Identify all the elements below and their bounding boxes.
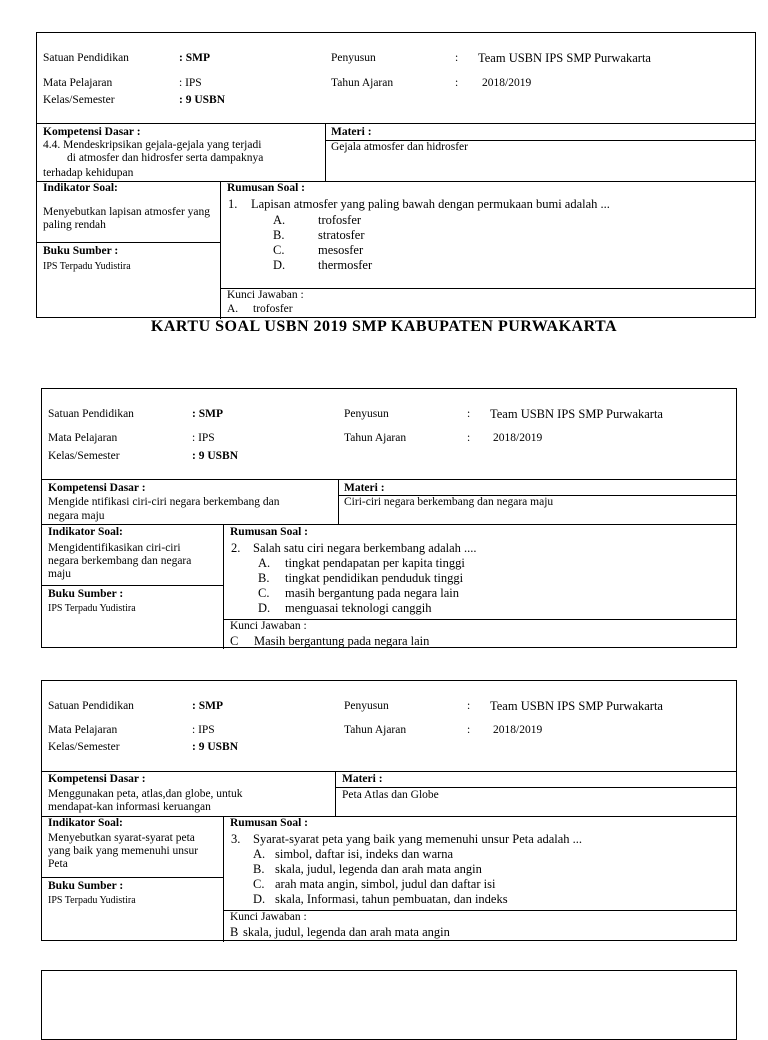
kunci-letter: A. <box>227 303 239 315</box>
option-text-d: menguasai teknologi canggih <box>285 601 432 615</box>
penyusun-sep: : <box>455 52 459 64</box>
kd-label: Kompetensi Dasar : <box>48 773 146 785</box>
question-number: 2. <box>231 541 241 555</box>
question-number: 3. <box>231 832 241 846</box>
indikator-label: Indikator Soal: <box>48 817 123 829</box>
option-letter-a: A. <box>253 847 266 861</box>
option-letter-c: C. <box>258 586 270 600</box>
option-letter-b: B. <box>258 571 270 585</box>
penyusun-label: Penyusun <box>331 52 376 64</box>
tahun-sep: : <box>467 432 471 444</box>
kunci-text: Masih bergantung pada negara lain <box>254 634 430 648</box>
buku-text: IPS Terpadu Yudistira <box>48 895 136 906</box>
kunci-text: skala, judul, legenda dan arah mata angin <box>243 925 450 939</box>
kd-label: Kompetensi Dasar : <box>48 482 146 494</box>
option-letter-d: D. <box>253 892 266 906</box>
option-letter-d: D. <box>258 601 271 615</box>
mapel-label: Mata Pelajaran <box>43 77 113 89</box>
question-card-1 <box>36 32 756 318</box>
satuan-label: Satuan Pendidikan <box>48 408 134 420</box>
option-text-c: masih bergantung pada negara lain <box>285 586 460 600</box>
kd-label: Kompetensi Dasar : <box>43 126 141 138</box>
question-card-2 <box>41 388 737 648</box>
kd-line-3: terhadap kehidupan <box>43 167 134 179</box>
kelas-value: : 9 USBN <box>179 94 226 106</box>
kelas-label: Kelas/Semester <box>48 450 120 462</box>
satuan-label: Satuan Pendidikan <box>48 700 134 712</box>
option-text-a: trofosfer <box>318 213 362 227</box>
rumusan-label: Rumusan Soal : <box>227 182 305 194</box>
option-letter-a: A. <box>273 213 286 227</box>
option-text-c: mesosfer <box>318 243 364 257</box>
satuan-value: : SMP <box>192 700 223 712</box>
tahun-sep: : <box>455 77 459 89</box>
kelas-value: : 9 USBN <box>192 450 239 462</box>
option-text-c: arah mata angin, simbol, judul dan daftar isi <box>275 877 496 891</box>
buku-text: IPS Terpadu Yudistira <box>48 603 136 614</box>
question-number: 1. <box>228 197 238 211</box>
kd-line-2: mendapat-kan informasi keruangan <box>48 801 211 813</box>
question-card-3 <box>41 680 737 941</box>
materi-label: Materi : <box>342 773 383 785</box>
tahun-sep: : <box>467 724 471 736</box>
mapel-value: : IPS <box>179 77 202 89</box>
materi-text: Ciri-ciri negara berkembang dan negara maju <box>344 496 554 508</box>
question-card-4-partial <box>41 970 737 1040</box>
option-letter-c: C. <box>273 243 285 257</box>
option-text-a: tingkat pendapatan per kapita tinggi <box>285 556 465 570</box>
kd-line-1: Mengide ntifikasi ciri-ciri negara berkembang dan <box>48 496 280 508</box>
indikator-text: Menyebutkan syarat-syarat peta yang baik yang memenuhi unsur Peta <box>48 832 199 870</box>
penyusun-value: Team USBN IPS SMP Purwakarta <box>490 699 663 713</box>
option-text-b: tingkat pendidikan penduduk tinggi <box>285 571 464 585</box>
mapel-value: : IPS <box>192 432 215 444</box>
option-text-d: thermosfer <box>318 258 373 272</box>
materi-text: Gejala atmosfer dan hidrosfer <box>331 141 468 153</box>
satuan-label: Satuan Pendidikan <box>43 52 129 64</box>
penyusun-label: Penyusun <box>344 700 389 712</box>
buku-label: Buku Sumber : <box>48 880 124 892</box>
option-letter-a: A. <box>258 556 271 570</box>
kd-line-1: Menggunakan peta, atlas,dan globe, untuk <box>48 788 243 800</box>
rumusan-label: Rumusan Soal : <box>230 526 308 538</box>
tahun-label: Tahun Ajaran <box>331 77 394 89</box>
tahun-label: Tahun Ajaran <box>344 724 407 736</box>
question-text: Lapisan atmosfer yang paling bawah dengan permukaan bumi adalah ... <box>251 197 610 211</box>
option-text-b: skala, judul, legenda dan arah mata angin <box>275 862 482 876</box>
tahun-label: Tahun Ajaran <box>344 432 407 444</box>
buku-text: IPS Terpadu Yudistira <box>43 261 131 272</box>
option-letter-b: B. <box>253 862 265 876</box>
tahun-value: 2018/2019 <box>493 432 543 444</box>
tahun-value: 2018/2019 <box>493 724 543 736</box>
kunci-label: Kunci Jawaban : <box>230 911 307 923</box>
indikator-label: Indikator Soal: <box>48 526 123 538</box>
satuan-value: : SMP <box>192 408 223 420</box>
materi-label: Materi : <box>331 126 372 138</box>
kelas-value: : 9 USBN <box>192 741 239 753</box>
kunci-letter: C <box>230 634 239 648</box>
mapel-label: Mata Pelajaran <box>48 724 118 736</box>
mapel-value: : IPS <box>192 724 215 736</box>
indikator-label: Indikator Soal: <box>43 182 118 194</box>
kelas-label: Kelas/Semester <box>43 94 115 106</box>
kunci-label: Kunci Jawaban : <box>230 620 307 632</box>
satuan-value: : SMP <box>179 52 210 64</box>
option-letter-b: B. <box>273 228 285 242</box>
tahun-value: 2018/2019 <box>482 77 532 89</box>
kunci-text: trofosfer <box>253 303 293 315</box>
materi-label: Materi : <box>344 482 385 494</box>
penyusun-sep: : <box>467 700 471 712</box>
indikator-text: Menyebutkan lapisan atmosfer yang paling rendah <box>43 206 211 231</box>
kunci-letter: B <box>230 925 239 939</box>
mapel-label: Mata Pelajaran <box>48 432 118 444</box>
buku-label: Buku Sumber : <box>48 588 124 600</box>
rumusan-label: Rumusan Soal : <box>230 817 308 829</box>
indikator-text: Mengidentifikasikan ciri-ciri negara berkembang dan negara maju <box>48 542 192 580</box>
option-text-b: stratosfer <box>318 228 365 242</box>
penyusun-value: Team USBN IPS SMP Purwakarta <box>478 51 651 65</box>
penyusun-label: Penyusun <box>344 408 389 420</box>
kd-line-2: di atmosfer dan hidrosfer serta dampaknya <box>67 152 264 164</box>
kd-line-2: negara maju <box>48 510 105 522</box>
kd-line-1: 4.4. Mendeskripsikan gejala-gejala yang terjadi <box>43 139 262 151</box>
option-text-a: simbol, daftar isi, indeks dan warna <box>275 847 454 861</box>
kelas-label: Kelas/Semester <box>48 741 120 753</box>
option-letter-c: C. <box>253 877 265 891</box>
buku-label: Buku Sumber : <box>43 245 119 257</box>
option-letter-d: D. <box>273 258 286 272</box>
penyusun-value: Team USBN IPS SMP Purwakarta <box>490 407 663 421</box>
page-title: KARTU SOAL USBN 2019 SMP KABUPATEN PURWAKARTA <box>150 318 618 335</box>
materi-text: Peta Atlas dan Globe <box>342 789 439 801</box>
option-text-d: skala, Informasi, tahun pembuatan, dan indeks <box>275 892 508 906</box>
penyusun-sep: : <box>467 408 471 420</box>
question-text: Salah satu ciri negara berkembang adalah .... <box>253 541 477 555</box>
kunci-label: Kunci Jawaban : <box>227 289 304 301</box>
question-text: Syarat-syarat peta yang baik yang memenuhi unsur Peta adalah ... <box>253 832 583 846</box>
